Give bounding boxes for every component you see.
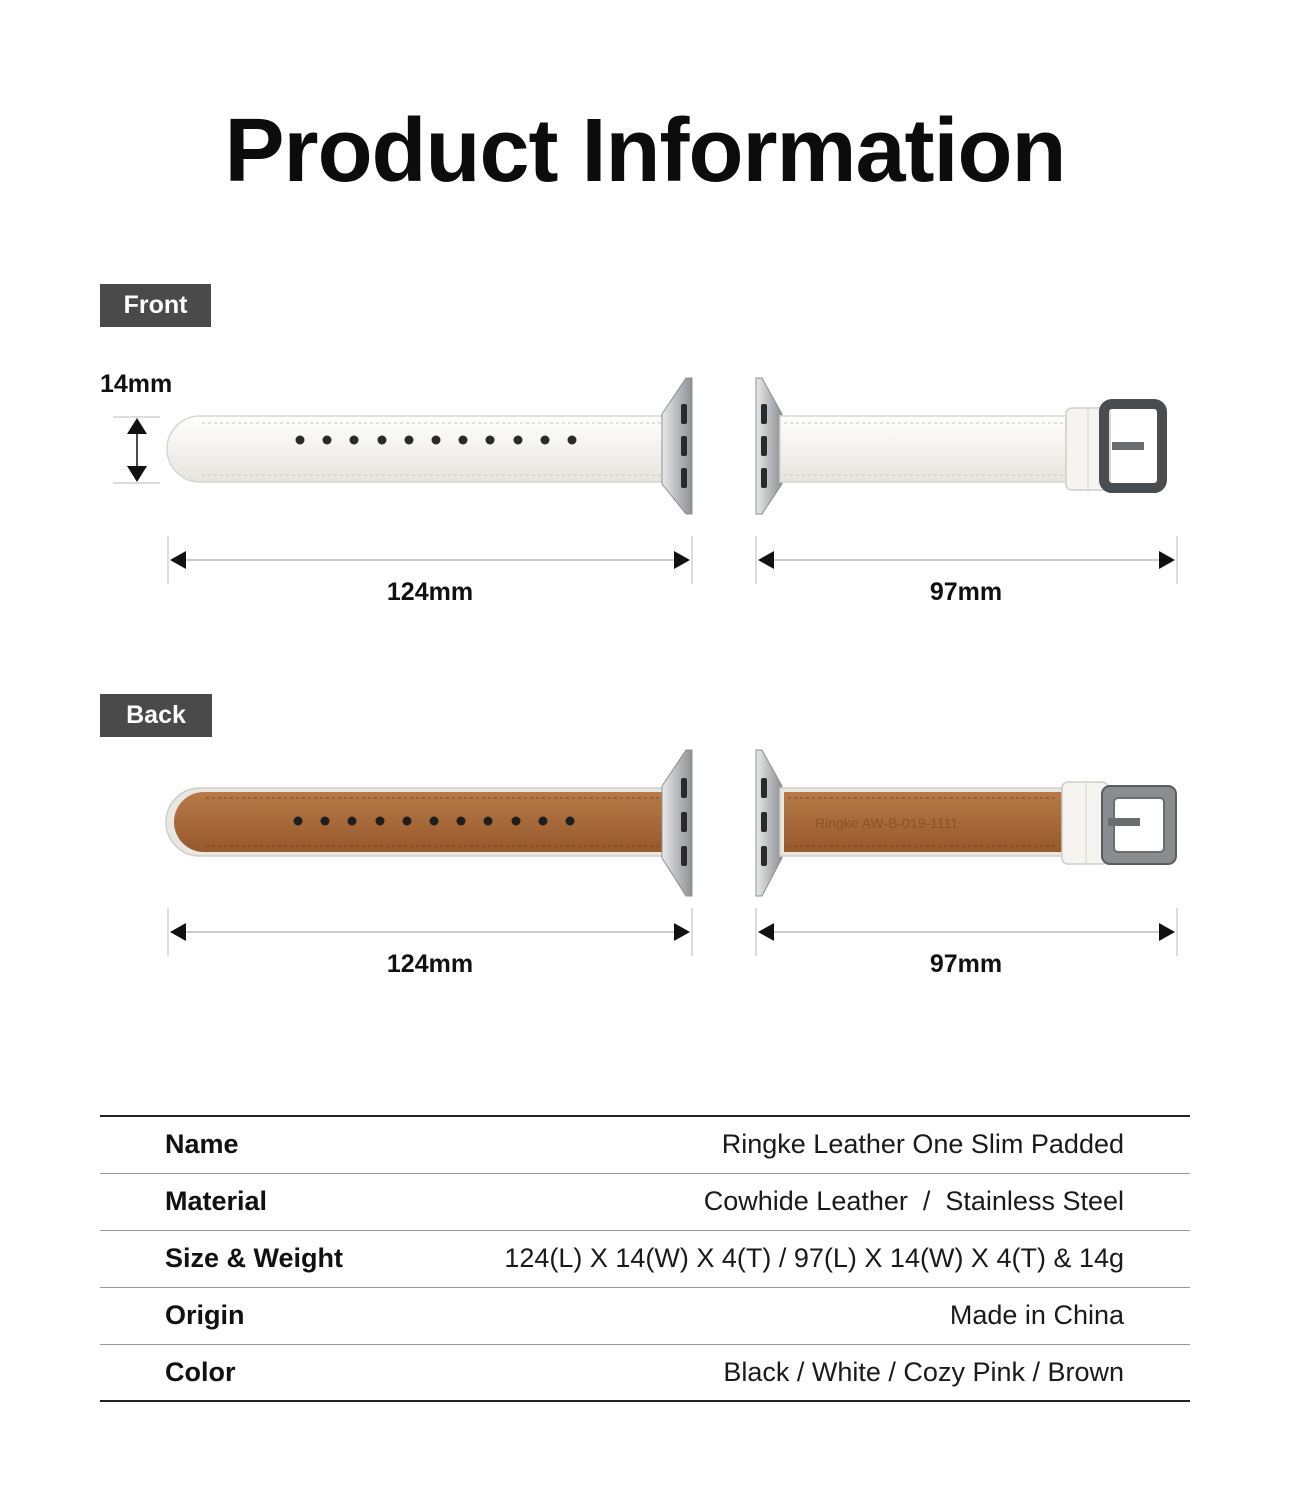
back-right-strap (780, 782, 1108, 864)
front-left-length-label: 124mm (386, 578, 474, 606)
spec-value: Cowhide Leather / Stainless Steel (703, 1186, 1124, 1216)
spec-row-name (100, 1116, 1190, 1173)
back-right-lug (756, 750, 782, 896)
spec-value: Ringke Leather One Slim Padded (721, 1129, 1124, 1160)
spec-row-material (100, 1173, 1190, 1230)
front-right-strap (780, 408, 1110, 490)
spec-value: Black / White / Cozy Pink / Brown (723, 1356, 1124, 1387)
back-section-tag: Back (100, 694, 212, 737)
spec-value: Made in China (949, 1300, 1124, 1330)
spec-row-size-weight (100, 1230, 1190, 1287)
page-title: Product Information (224, 101, 1066, 201)
back-left-strap (166, 788, 668, 856)
spec-label: Size & Weight (165, 1243, 344, 1273)
back-dimension-lines (168, 908, 1177, 956)
front-left-strap (167, 416, 668, 482)
front-right-length-label: 97mm (929, 578, 1003, 606)
spec-label: Origin (165, 1300, 245, 1330)
spec-label: Color (165, 1356, 236, 1387)
front-right-lug (756, 378, 782, 514)
band-width-label: 14mm (100, 370, 173, 398)
front-dimension-lines (168, 536, 1177, 584)
front-section-tag: Front (100, 284, 211, 327)
spec-value: 124(L) X 14(W) X 4(T) / 97(L) X 14(W) X 4(T) & 14g (504, 1243, 1124, 1273)
front-left-lug (662, 378, 692, 514)
spec-row-origin (100, 1287, 1190, 1344)
spec-label: Material (165, 1186, 268, 1216)
back-right-length-label: 97mm (929, 950, 1003, 978)
back-left-lug (662, 750, 692, 896)
back-buckle (1102, 786, 1176, 864)
back-strap-imprint: Ringke AW-B-019-1111 (815, 815, 959, 831)
spec-label: Name (165, 1129, 239, 1160)
back-left-length-label: 124mm (386, 950, 474, 978)
front-buckle (1104, 404, 1162, 488)
spec-table (100, 1115, 1190, 1402)
width-dimension (113, 417, 160, 483)
spec-row-color (100, 1344, 1190, 1401)
